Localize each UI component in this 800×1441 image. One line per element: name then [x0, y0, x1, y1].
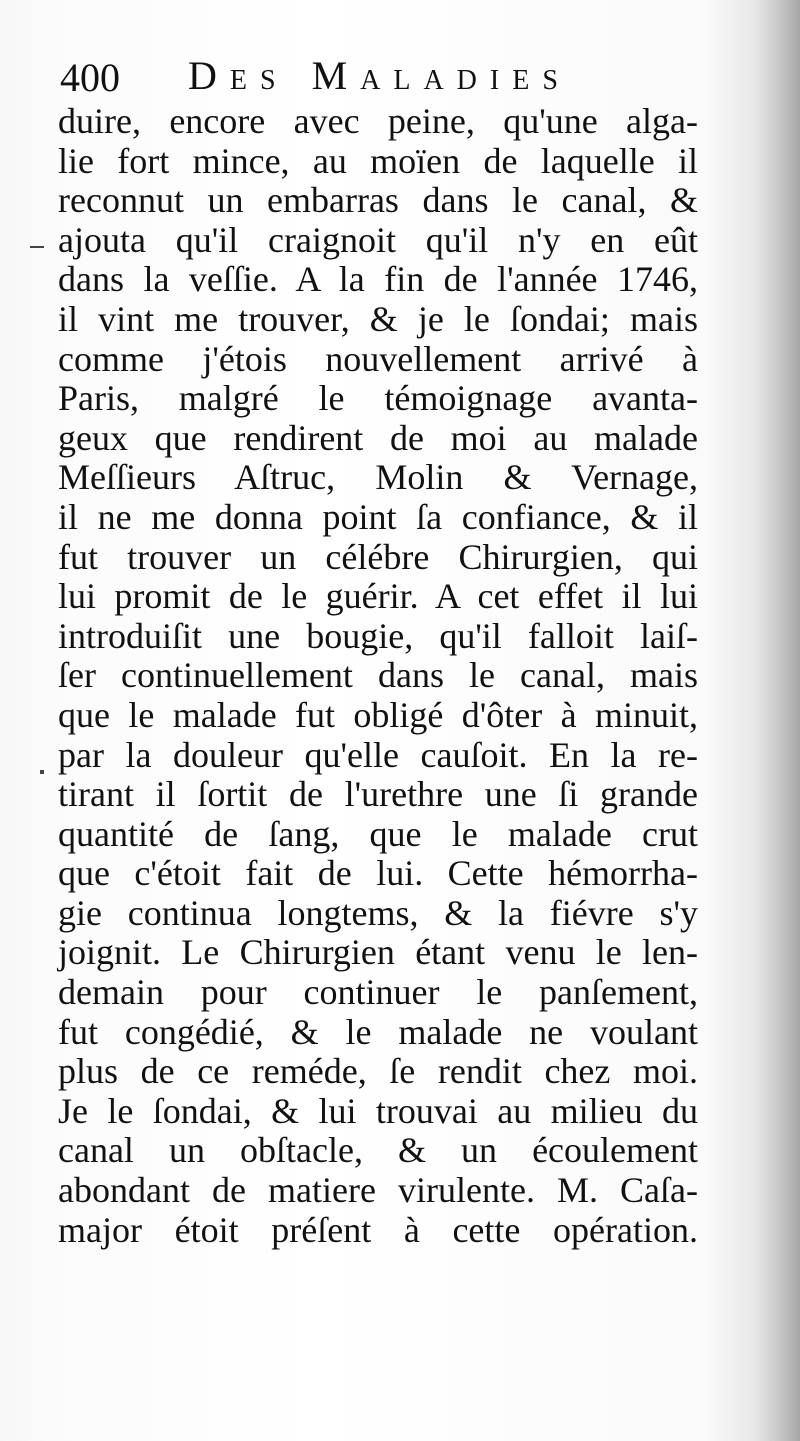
text-line: lie fort mince, au moïen de laquelle il [58, 140, 698, 181]
text-line: geux que rendirent de moi au malade [58, 417, 698, 458]
text-line: gie continua longtems, & la fiévre s'y [58, 892, 698, 933]
running-title: Des Maladies [188, 53, 571, 98]
text-line: introduiſit une bougie, qu'il falloit laiſ- [58, 615, 698, 656]
text-line: comme j'étois nouvellement arrivé à [58, 338, 698, 379]
text-line: que c'étoit fait de lui. Cette hémorrha- [58, 853, 698, 894]
page-edge-shadow [754, 0, 800, 1441]
text-line: lui promit de le guérir. A cet effet il lui [58, 576, 698, 617]
text-line: ſer continuellement dans le canal, mais [58, 655, 698, 696]
text-line: reconnut un embarras dans le canal, & [58, 180, 698, 221]
text-line: canal un obſtacle, & un écoulement [58, 1130, 698, 1171]
page-number: 400 [60, 55, 120, 100]
text-line: abondant de matiere virulente. M. Caſa- [58, 1170, 698, 1211]
text-line: ajouta qu'il craignoit qu'il n'y en eût [58, 219, 698, 260]
text-line: dans la veſſie. A la fin de l'année 1746, [58, 259, 698, 300]
text-line: il vint me trouver, & je le ſondai; mais [58, 298, 698, 339]
text-line: Je le ſondai, & lui trouvai au milieu du [58, 1090, 698, 1131]
stray-ink-mark [40, 770, 44, 774]
text-line: tirant il ſortit de l'urethre une ſi grande [58, 774, 698, 815]
text-line: par la douleur qu'elle cauſoit. En la re- [58, 734, 698, 775]
text-line: Paris, malgré le témoignage avanta- [58, 378, 698, 419]
text-line: joignit. Le Chirurgien étant venu le len- [58, 932, 698, 973]
text-line: il ne me donna point ſa confiance, & il [58, 496, 698, 537]
text-line: plus de ce reméde, ſe rendit chez moi. [58, 1051, 698, 1092]
text-line: que le malade fut obligé d'ôter à minuit, [58, 694, 698, 735]
text-line: demain pour continuer le panſement, [58, 972, 698, 1013]
text-line: fut trouver un célébre Chirurgien, qui [58, 536, 698, 577]
page-header [60, 42, 660, 106]
stray-ink-mark [30, 246, 44, 248]
text-line: Meſſieurs Aſtruc, Molin & Vernage, [58, 457, 698, 498]
text-line: quantité de ſang, que le malade crut [58, 813, 698, 854]
text-line: major étoit préſent à cette opération. [58, 1209, 698, 1250]
body-text [58, 102, 698, 1250]
text-line: duire, encore avec peine, qu'une alga- [58, 101, 698, 141]
text-line: fut congédié, & le malade ne voulant [58, 1011, 698, 1052]
